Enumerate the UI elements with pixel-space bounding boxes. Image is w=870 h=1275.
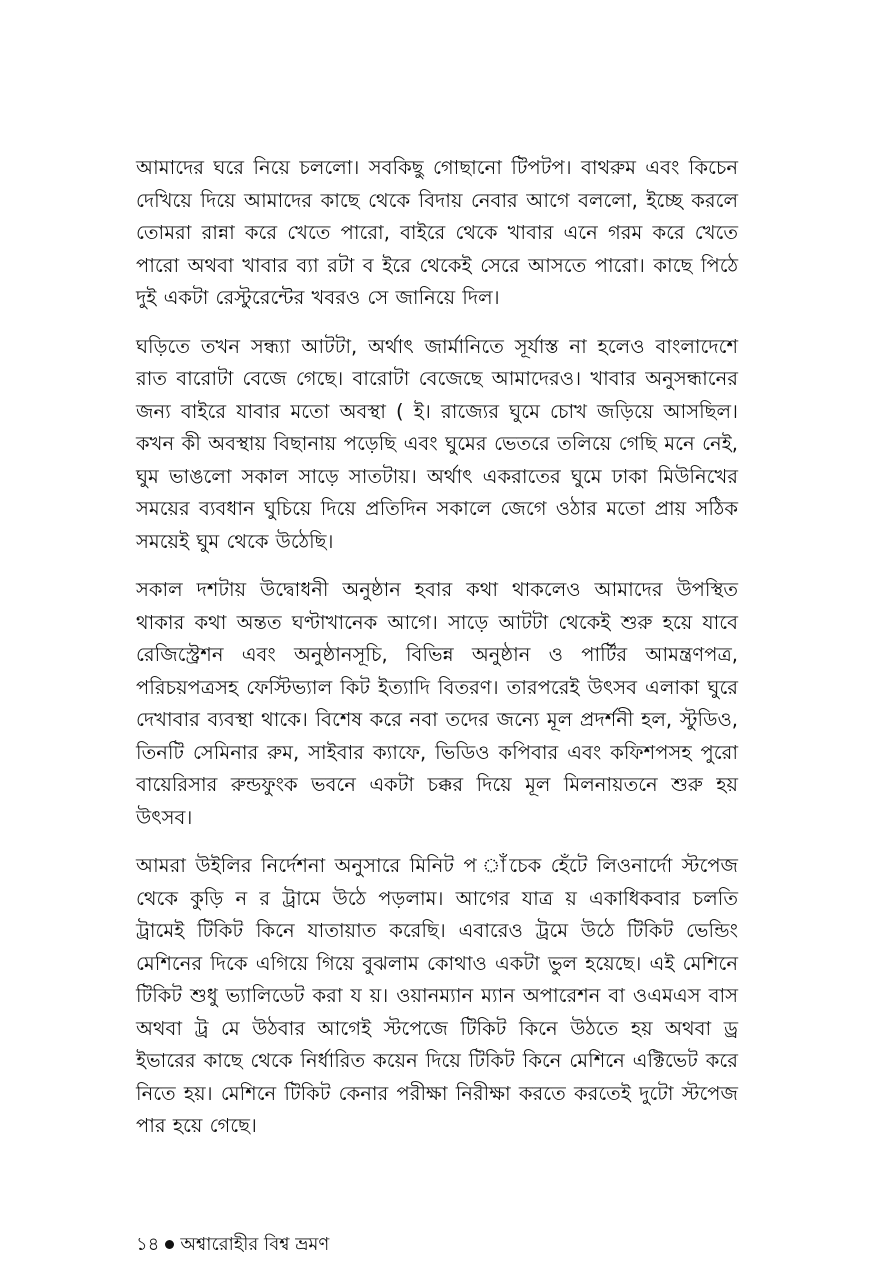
body-text	[136, 152, 738, 1159]
paragraph-4: আমরা উইলির নির্দেশনা অনুসারে মিনিট প াঁচেক হেঁটে লিওনার্দো স্টপেজ থেকে কুড়ি ন র ট্রামে উঠে পড়লাম। আগের যাত্র য় একাধিকবার চলতি ট্রামেই টিকিট কিনে যাতায়াত করেছি। এবারেও ট্রমে উঠে টিকিট ভেন্ডিং মেশিনের দিকে এগিয়ে গিয়ে বুঝলাম কোথাও একটা ভুল হয়েছে। এই মেশিনে টিকিট শুধু ভ্যালিডেট করা য য়। ওয়ানম্যান ম্যান অপারেশন বা ওএমএস বাস অথবা ট্র মে উঠবার আগেই স্টপেজে টিকিট কিনে উঠতে হয় অথবা ড্র ইভারের কাছে থেকে নির্ধারিত কয়েন দিয়ে টিকিট কিনে মেশিনে এক্টিভেট করে নিতে হয়। মেশিনে টিকিট কেনার পরীক্ষা নিরীক্ষা করতে করতেই দুটো স্টপেজ পার হয়ে গেছে।	[136, 854, 738, 1137]
book-title: অশ্বারোহীর বিশ্ব ভ্রমণ	[180, 1234, 330, 1255]
page-number: ১৪	[136, 1234, 160, 1255]
page-footer	[136, 1232, 329, 1258]
bullet-icon	[165, 1240, 174, 1249]
paragraph-3: সকাল দশটায় উদ্বোধনী অনুষ্ঠান হবার কথা থাকলেও আমাদের উপস্থিত থাকার কথা অন্তত ঘণ্টাখানেক আগে। সাড়ে আটটা থেকেই শুরু হয়ে যাবে রেজিস্ট্রেশন এবং অনুষ্ঠানসূচি, বিভিন্ন অনুষ্ঠান ও পার্টির আমন্ত্রণপত্র, পরিচয়পত্রসহ ফেস্টিভ্যাল কিট ইত্যাদি বিতরণ। তারপরেই উৎসব এলাকা ঘুরে দেখাবার ব্যবস্থা থাকে। বিশেষ করে নবা তদের জন্যে মূল প্রদর্শনী হল, স্টুডিও, তিনটি সেমিনার রুম, সাইবার ক্যাফে, ভিডিও কপিবার এবং কফিশপসহ পুরো বায়েরিসার রুন্ডফুংক ভবনে একটা চক্কর দিয়ে মূল মিলনায়তনে শুরু হয় উৎসব।	[136, 578, 738, 829]
paragraph-2: ঘড়িতে তখন সন্ধ্যা আটটা, অর্থাৎ জার্মানিতে সূর্যাস্ত না হলেও বাংলাদেশে রাত বারোটা বেজে গেছে। বারোটা বেজেছে আমাদেরও। খাবার অনুসন্ধানের জন্য বাইরে যাবার মতো অবস্থা ( ই। রাজ্যের ঘুমে চোখ জড়িয়ে আসছিল। কখন কী অবস্থায় বিছানায় পড়েছি এবং ঘুমের ভেতরে তলিয়ে গেছি মনে নেই, ঘুম ভাঙলো সকাল সাড়ে সাতটায়। অর্থাৎ একরাতের ঘুমে ঢাকা মিউনিখের সময়ের ব্যবধান ঘুচিয়ে দিয়ে প্রতিদিন সকালে জেগে ওঠার মতো প্রায় সঠিক সময়েই ঘুম থেকে উঠেছি।	[136, 334, 738, 553]
paragraph-1: আমাদের ঘরে নিয়ে চললো। সবকিছু গোছানো টিপটপ। বাথরুম এবং কিচেন দেখিয়ে দিয়ে আমাদের কাছে থেকে বিদায় নেবার আগে বললো, ইচ্ছে করলে তোমরা রান্না করে খেতে পারো, বাইরে থেকে খাবার এনে গরম করে খেতে পারো অথবা খাবার ব্যা রটা ব ইরে থেকেই সেরে আসতে পারো। কাছে পিঠে দুই একটা রেস্টুরেন্টের খবরও সে জানিয়ে দিল।	[136, 156, 738, 309]
